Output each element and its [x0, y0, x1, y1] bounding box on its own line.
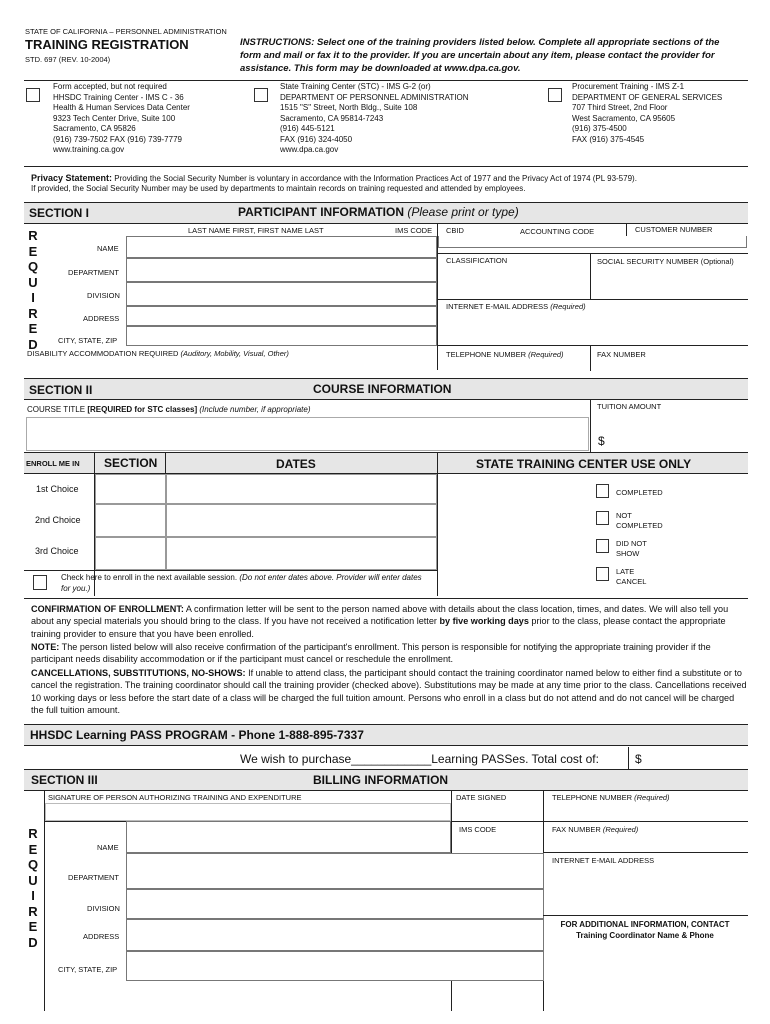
divider: [24, 166, 748, 167]
date-signed-label: DATE SIGNED: [456, 793, 507, 802]
billing-telephone-label: [552, 793, 670, 802]
billing-division-label: DIVISION: [87, 904, 120, 913]
note-label: NOTE:: [31, 642, 60, 652]
billing-city-label: CITY, STATE, ZIP: [58, 965, 118, 974]
choice-3-section-input[interactable]: [95, 537, 166, 570]
status-completed-label: COMPLETED: [616, 488, 663, 497]
instructions: INSTRUCTIONS: Select one of the training providers listed below. Complete all appropriate sections of the form and mail or fax it to the provider. If you are uncertain about any item, please contact the provider for assistance. This form may be downloaded at www.dpa.ca.gov.: [240, 37, 720, 74]
provider-line: FAX (916) 375-4545: [572, 134, 645, 144]
division-label: DIVISION: [87, 291, 120, 300]
billing-department-input[interactable]: [126, 853, 544, 889]
provider-dgs-info: [572, 82, 752, 145]
required-vertical-3: [26, 826, 40, 950]
billing-fax-note: (Required): [602, 825, 639, 834]
billing-name-label: NAME: [97, 843, 119, 852]
provider-line: 1515 "S" Street, North Bldg., Suite 108: [280, 103, 418, 112]
participant-name-input[interactable]: [126, 236, 437, 258]
course-required: [REQUIRED for STC classes]: [87, 405, 198, 414]
divider: [24, 570, 438, 571]
choice-1-label: 1st Choice: [36, 484, 79, 494]
email-label: [446, 302, 586, 311]
vertical-letter: E: [28, 321, 38, 336]
divider: [590, 400, 591, 452]
confirmation-paragraph: [31, 603, 749, 640]
cbid-label: CBID: [446, 226, 464, 235]
provider-line: State Training Center (STC) - IMS G-2 (or): [280, 82, 431, 91]
pass-purchase-text: We wish to purchase____________Learning PASSes. Total cost of:: [240, 752, 599, 766]
training-coordinator-input[interactable]: [545, 945, 748, 985]
classification-label: CLASSIFICATION: [446, 256, 508, 265]
section3-label: SECTION III: [31, 773, 98, 787]
telephone-label-text: TELEPHONE NUMBER: [446, 350, 527, 359]
telephone-required-note: (Required): [528, 350, 564, 359]
section1-title-note: (Please print or type): [403, 205, 519, 219]
cbid-accounting-input[interactable]: [438, 236, 747, 248]
agency-line: STATE OF CALIFORNIA – PERSONNEL ADMINISTRATION: [25, 27, 227, 36]
section2-title: COURSE INFORMATION: [313, 382, 452, 396]
provider-line: Health & Human Services Data Center: [53, 103, 190, 112]
vertical-letter: E: [28, 919, 38, 934]
billing-name-input[interactable]: [126, 821, 451, 853]
divider: [44, 791, 45, 1011]
course-title-text: COURSE TITLE: [27, 405, 88, 414]
name-label: NAME: [97, 244, 119, 253]
billing-fax-label: [552, 825, 638, 834]
divider: [437, 345, 748, 346]
tuition-dollar-sign: $: [598, 434, 605, 448]
status-late-cancel-checkbox[interactable]: [596, 567, 609, 581]
name-column-header: LAST NAME FIRST, FIRST NAME LAST: [188, 226, 324, 235]
form-number: STD. 697 (REV. 10-2004): [25, 55, 111, 64]
provider-stc-info: [280, 82, 530, 156]
provider-line: DEPARTMENT OF PERSONNEL ADMINISTRATION: [280, 92, 469, 102]
contact-subtitle: Training Coordinator Name & Phone: [576, 931, 714, 940]
required-vertical-1: [26, 228, 40, 352]
cancellations-label: CANCELLATIONS, SUBSTITUTIONS, NO-SHOWS:: [31, 668, 246, 678]
stc-use-header: STATE TRAINING CENTER USE ONLY: [476, 457, 692, 471]
provider-line: Form accepted, but not required: [53, 82, 167, 91]
vertical-letter: I: [31, 888, 35, 903]
participant-division-input[interactable]: [126, 282, 437, 306]
section-column-header: SECTION: [104, 456, 158, 470]
signature-label: SIGNATURE OF PERSON AUTHORIZING TRAINING AND EXPENDITURE: [48, 793, 302, 802]
provider-line: West Sacramento, CA 95605: [572, 113, 676, 123]
divider: [590, 253, 591, 299]
divider: [543, 852, 748, 853]
divider: [437, 452, 438, 596]
status-late-cancel-label: LATE CANCEL: [616, 567, 647, 586]
disability-label-text: DISABILITY ACCOMMODATION REQUIRED: [27, 349, 179, 358]
divider: [628, 747, 629, 769]
provider-hhsdc-info: [53, 82, 243, 156]
email-required-note: (Required): [550, 302, 586, 311]
choice-2-label: 2nd Choice: [35, 515, 81, 525]
note-text: The person listed below will also receive confirmation of the participant's enrollment. This person is responsible for notifying the appropriate training provider if the participant needs disability accommodation or if the participant must cancel or reschedule the enrollment.: [31, 642, 711, 665]
vertical-letter: Q: [27, 857, 39, 872]
choice-2-section-input[interactable]: [95, 504, 166, 537]
disability-label: [27, 349, 289, 358]
choice-3-dates-input[interactable]: [166, 537, 437, 570]
billing-address-input[interactable]: [126, 919, 544, 951]
provider-line: Sacramento, CA 95826: [53, 124, 136, 133]
billing-telephone-text: TELEPHONE NUMBER: [552, 793, 633, 802]
participant-address-input[interactable]: [126, 306, 437, 326]
provider-line: www.training.ca.gov: [53, 145, 125, 154]
ims-code-header: IMS CODE: [395, 226, 433, 235]
privacy-statement: [31, 173, 751, 185]
vertical-letter: E: [28, 243, 38, 259]
next-session-checkbox[interactable]: [33, 575, 47, 590]
accounting-code-label: ACCOUNTING CODE: [520, 227, 595, 236]
pass-program-title: HHSDC Learning PASS PROGRAM - Phone 1-888-895-7337: [30, 728, 364, 742]
provider-line: (916) 739-7502 FAX (916) 739-7779: [53, 134, 182, 144]
participant-department-input[interactable]: [126, 258, 437, 282]
enroll-me-in-label: ENROLL ME IN: [26, 459, 80, 468]
provider-line: Sacramento, CA 95814-7243: [280, 113, 384, 123]
provider-line: 9323 Tech Center Drive, Suite 100: [53, 113, 176, 123]
section1-label: SECTION I: [29, 206, 90, 220]
billing-address-label: ADDRESS: [83, 932, 120, 941]
cancellations-text: If unable to attend class, the participant should contact the training coordinator named below to either find a substitute or to cancel the registration. The training coordinator should call the training provider (checked above). Substitutions may be made at any time prior to the class. Cancellations received 10 working days or less before the start date of a class will be charged the full tuition amount. Persons who enroll in a class but do not attend and do not cancel will be charged the full tuition amount.: [31, 668, 747, 716]
privacy-text: Providing the Social Security Number is voluntary in accordance with the Information Practices Act of 1977 and the Privacy Act of 1974 (PL 93-579).: [112, 174, 637, 183]
section1-title: [238, 205, 519, 219]
billing-city-input[interactable]: [126, 951, 544, 981]
billing-ims-code-label: IMS CODE: [459, 825, 497, 834]
confirmation-text: A confirmation letter will be sent to the person named above with details about the class location, times, and dates. We will also tell you about any special materials you should bring to the class. If you have not received a notification letter: [31, 604, 729, 627]
confirmation-text-end: prior to the class, please contact the appropriate training provider to ensure that you have been enrolled.: [31, 616, 726, 639]
pass-total-dollar: $: [635, 752, 642, 766]
city-label: CITY, STATE, ZIP: [58, 336, 118, 345]
status-did-not-show-checkbox[interactable]: [596, 539, 609, 553]
provider-dgs-checkbox[interactable]: [548, 88, 562, 102]
vertical-letter: R: [28, 826, 38, 841]
billing-email-label: INTERNET E-MAIL ADDRESS: [552, 856, 655, 865]
vertical-letter: Q: [27, 259, 39, 274]
section3-title: BILLING INFORMATION: [313, 773, 449, 787]
provider-line: FAX (916) 324-4050: [280, 134, 353, 144]
divider: [543, 915, 748, 916]
next-session-label: [61, 573, 431, 594]
status-did-not-show-label: DID NOT SHOW: [616, 539, 647, 558]
vertical-letter: R: [28, 228, 38, 243]
provider-line: Procurement Training - IMS Z-1: [572, 82, 685, 91]
telephone-label: [446, 350, 564, 359]
vertical-letter: U: [28, 274, 38, 290]
department-label: DEPARTMENT: [68, 268, 119, 277]
choice-3-label: 3rd Choice: [35, 546, 79, 556]
provider-line: 707 Third Street, 2nd Floor: [572, 103, 668, 112]
fax-label: FAX NUMBER: [597, 350, 646, 359]
address-label: ADDRESS: [83, 314, 120, 323]
divider: [24, 80, 748, 81]
email-label-text: INTERNET E-MAIL ADDRESS: [446, 302, 549, 311]
vertical-letter: R: [28, 305, 38, 321]
course-title-label: [27, 405, 311, 416]
billing-telephone-note: (Required): [634, 793, 670, 802]
divider: [437, 253, 748, 254]
choice-1-dates-input[interactable]: [166, 474, 437, 504]
divider: [24, 598, 748, 599]
contact-title: FOR ADDITIONAL INFORMATION, CONTACT: [560, 920, 730, 929]
next-session-note: (Do not enter dates above. Provider will enter dates for you.): [61, 573, 422, 593]
signature-input[interactable]: [45, 803, 451, 821]
provider-line: (916) 445-5121: [280, 124, 335, 133]
billing-fax-text: FAX NUMBER: [552, 825, 601, 834]
vertical-letter: D: [28, 336, 38, 352]
course-note: (Include number, if appropriate): [197, 405, 311, 414]
vertical-letter: R: [28, 903, 38, 919]
vertical-letter: E: [28, 841, 38, 857]
divider: [437, 299, 748, 300]
choice-2-dates-input[interactable]: [166, 504, 437, 537]
provider-line: DEPARTMENT OF GENERAL SERVICES: [572, 92, 723, 102]
status-completed-checkbox[interactable]: [596, 484, 609, 498]
provider-hhsdc-checkbox[interactable]: [26, 88, 40, 102]
disability-note: (Auditory, Mobility, Visual, Other): [178, 349, 289, 358]
participant-city-input[interactable]: [126, 326, 437, 346]
privacy-label: Privacy Statement:: [31, 173, 113, 183]
vertical-letter: I: [31, 290, 35, 305]
customer-number-label: CUSTOMER NUMBER: [635, 225, 713, 234]
tuition-label: TUITION AMOUNT: [597, 402, 662, 411]
confirmation-bold: by five working days: [439, 616, 529, 627]
billing-department-label: DEPARTMENT: [68, 873, 119, 882]
confirmation-label: CONFIRMATION OF ENROLLMENT:: [31, 604, 184, 614]
provider-line: (916) 375-4500: [572, 124, 627, 133]
form-title: TRAINING REGISTRATION: [25, 37, 189, 52]
divider: [590, 345, 591, 371]
status-not-completed-checkbox[interactable]: [596, 511, 609, 525]
note-paragraph: [31, 641, 749, 666]
vertical-letter: U: [28, 872, 38, 888]
section1-title-text: PARTICIPANT INFORMATION: [238, 205, 404, 219]
section2-label: SECTION II: [29, 383, 93, 397]
status-not-completed-label: NOT COMPLETED: [616, 511, 663, 530]
privacy-text-2: If provided, the Social Security Number may be used by departments to maintain records on training requested and attended by employees.: [31, 184, 526, 193]
cancellations-paragraph: [31, 667, 749, 717]
next-session-text: Check here to enroll in the next available session.: [61, 573, 238, 582]
course-title-input[interactable]: [26, 417, 589, 451]
ssn-label: SOCIAL SECURITY NUMBER (Optional): [597, 257, 734, 266]
provider-stc-checkbox[interactable]: [254, 88, 268, 102]
provider-line: HHSDC Training Center - IMS C - 36: [53, 92, 184, 102]
dates-column-header: DATES: [276, 457, 316, 471]
provider-line: www.dpa.ca.gov: [280, 145, 339, 154]
choice-1-section-input[interactable]: [95, 474, 166, 504]
vertical-letter: D: [28, 934, 38, 950]
billing-division-input[interactable]: [126, 889, 544, 919]
